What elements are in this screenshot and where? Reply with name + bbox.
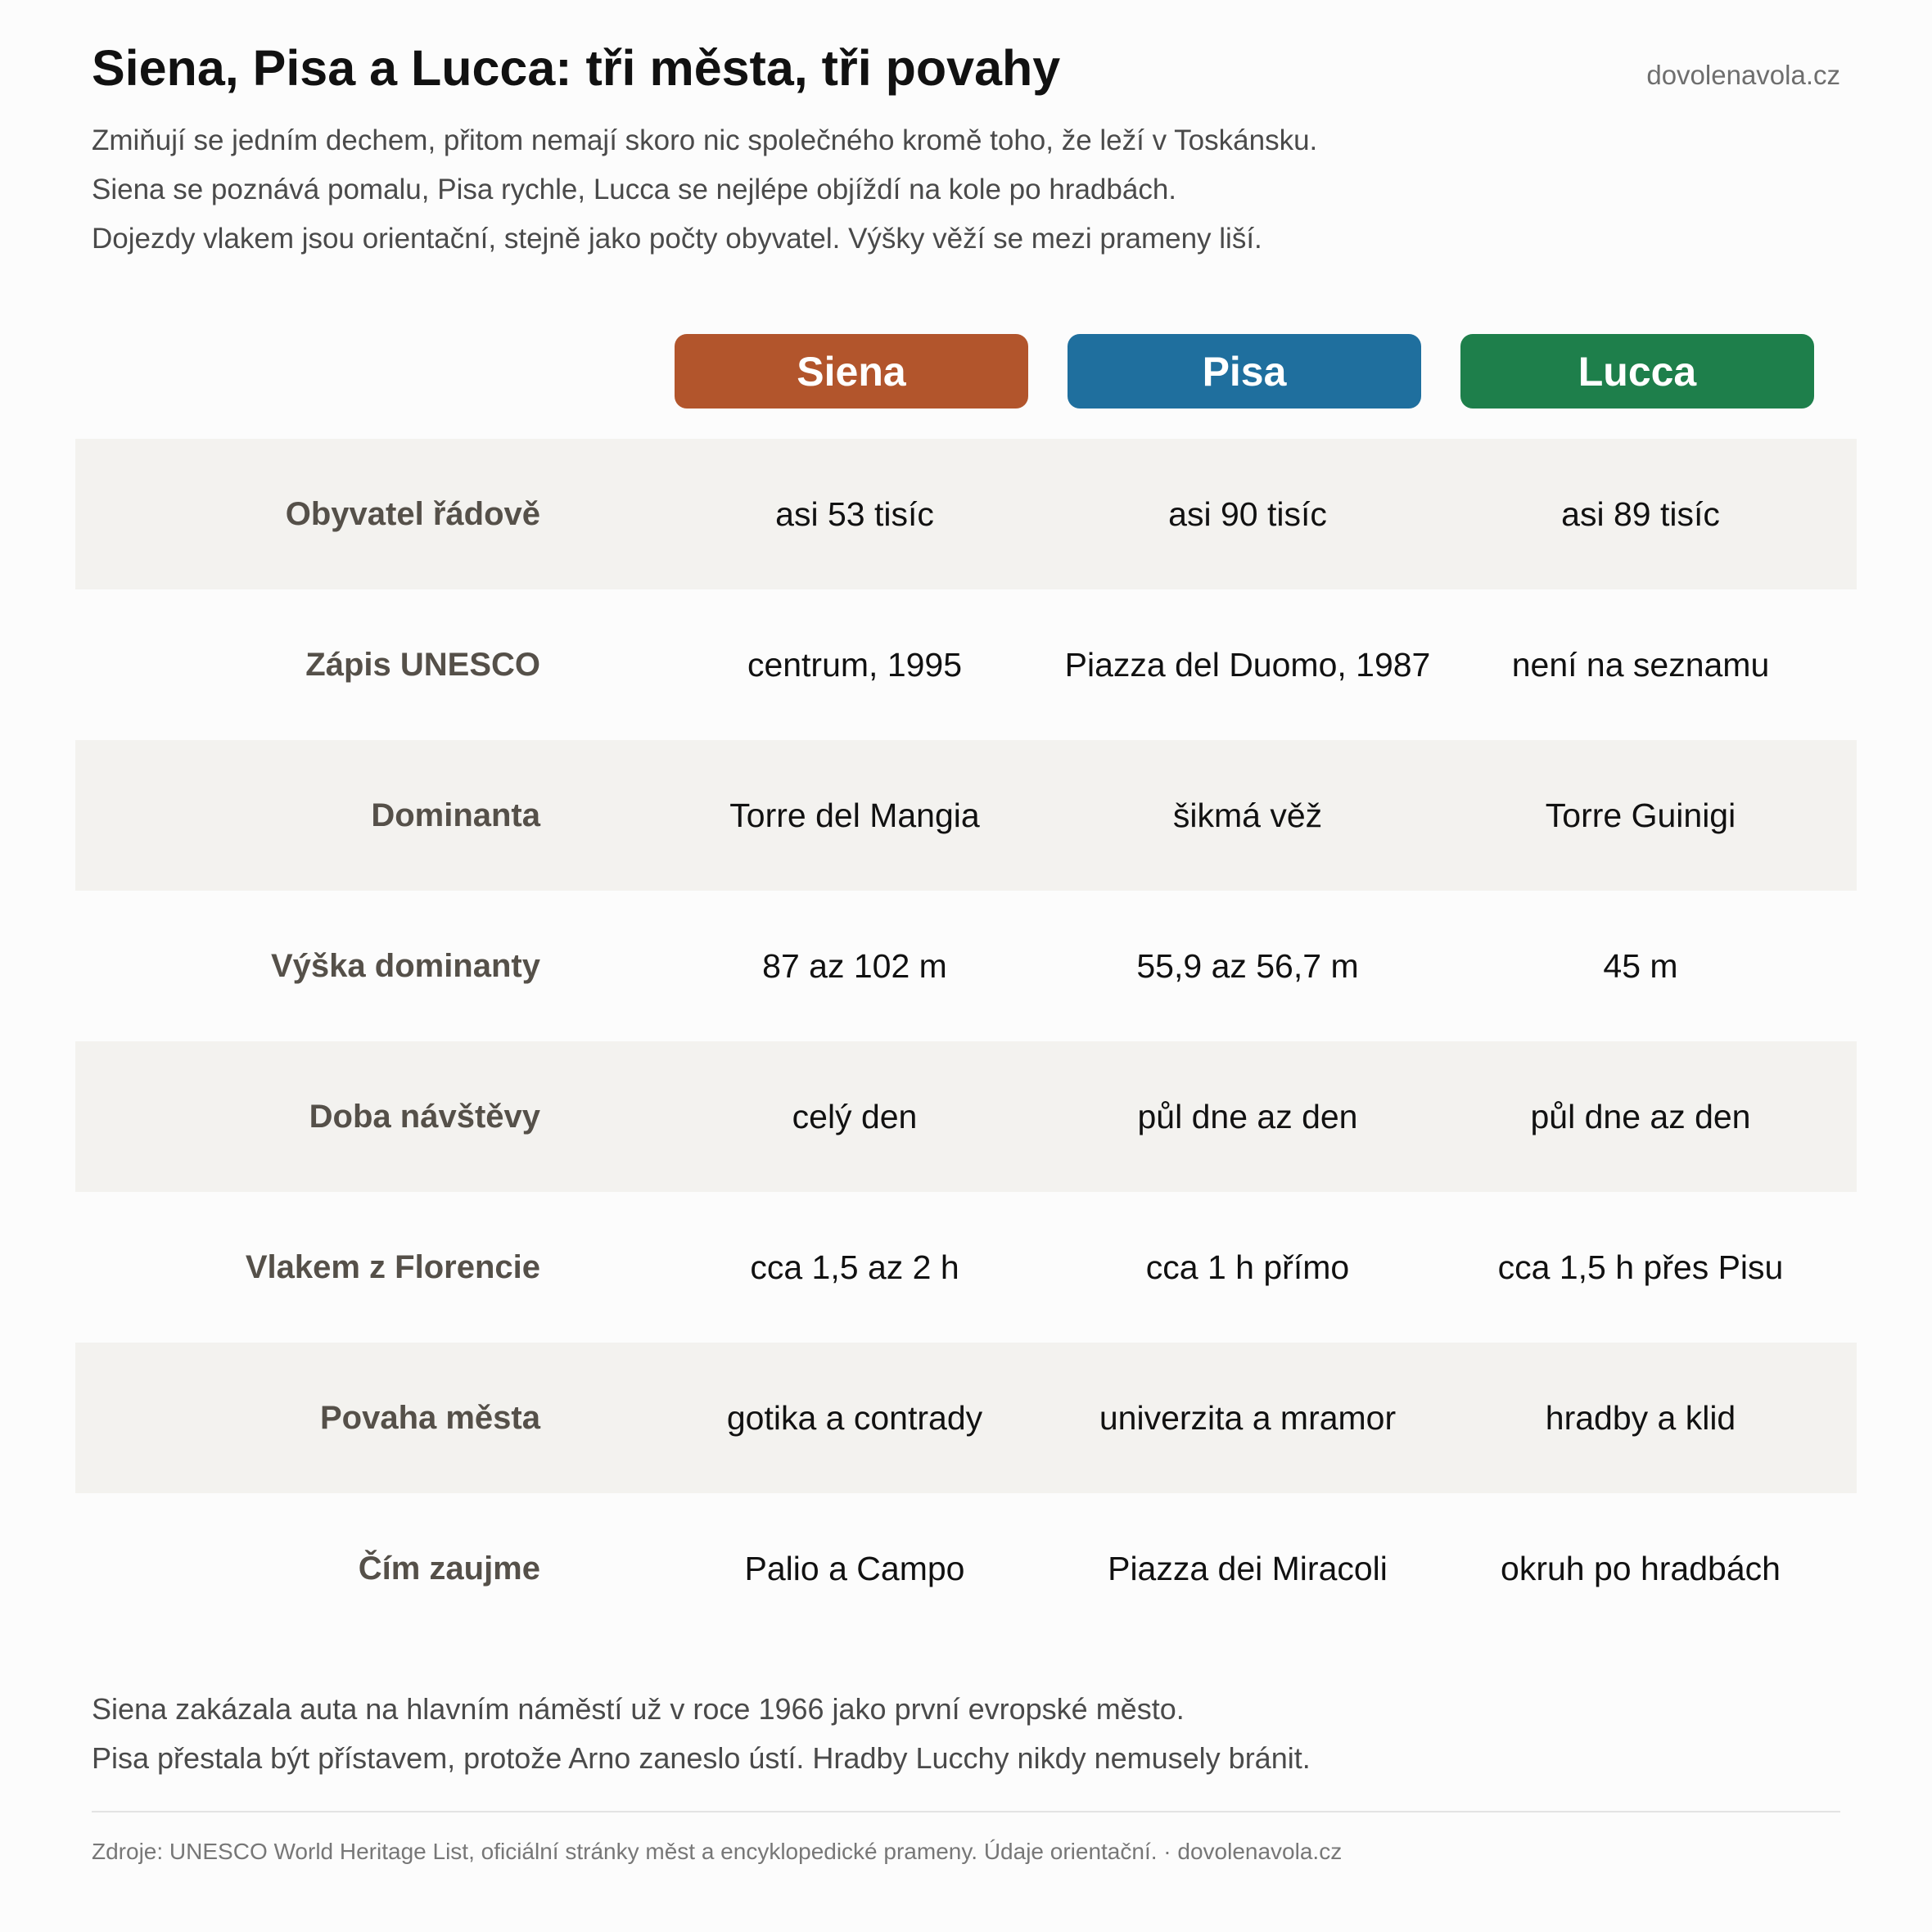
- table-cell: asi 89 tisíc: [1561, 494, 1720, 533]
- table-cell: 45 m: [1603, 946, 1678, 985]
- table-cell: asi 90 tisíc: [1168, 494, 1327, 533]
- row-label: Vlakem z Florencie: [245, 1248, 540, 1285]
- notes-text: [92, 1685, 1811, 1783]
- table-row: [75, 439, 1857, 589]
- brand-label: dovolenavola.cz: [1646, 60, 1840, 90]
- table-cell: 55,9 az 56,7 m: [1136, 946, 1359, 985]
- table-cell: okruh po hradbách: [1501, 1549, 1781, 1587]
- table-cell: cca 1,5 az 2 h: [750, 1248, 959, 1286]
- table-cell: cca 1,5 h přes Pisu: [1497, 1248, 1784, 1286]
- page-title: Siena, Pisa a Lucca: tři města, tři povahy: [92, 40, 1061, 96]
- table-cell: celý den: [792, 1097, 918, 1135]
- table-cell: půl dne az den: [1137, 1097, 1358, 1135]
- row-label: Zápis UNESCO: [305, 646, 540, 683]
- intro-line: Dojezdy vlakem jsou orientační, stejně jako počty obyvatel. Výšky věží se mezi prameny liší.: [92, 223, 1262, 255]
- note-line: Siena zakázala auta na hlavním náměstí už v roce 1966 jako první evropské město.: [92, 1692, 1185, 1726]
- table-row: [75, 1493, 1857, 1644]
- table-cell: Piazza del Duomo, 1987: [1064, 645, 1431, 684]
- footer-divider: [92, 1811, 1840, 1812]
- note-line: Pisa přestala být přístavem, protože Arno zaneslo ústí. Hradby Lucchy nikdy nemusely bránit.: [92, 1741, 1311, 1775]
- table-cell: šikmá věž: [1172, 796, 1323, 834]
- intro-text: [92, 116, 1647, 264]
- column-header-pisa: Pisa: [1068, 334, 1421, 409]
- intro-line: Zmiňují se jedním dechem, přitom nemají skoro nic společného kromě toho, že leží v Toskánsku.: [92, 124, 1318, 156]
- table-cell: hradby a klid: [1545, 1398, 1736, 1437]
- footer-sources: Zdroje: UNESCO World Heritage List, oficiální stránky měst a encyklopedické prameny. Údaje orientační. · dovolenavola.cz: [92, 1839, 1343, 1864]
- table-cell: Torre Guinigi: [1545, 796, 1736, 834]
- table-cell: Palio a Campo: [744, 1549, 965, 1587]
- row-label: Dominanta: [371, 797, 540, 833]
- row-label: Obyvatel řádově: [285, 495, 540, 532]
- row-label: Čím zaujme: [358, 1550, 540, 1587]
- table-cell: Piazza dei Miracoli: [1108, 1549, 1388, 1587]
- table-cell: není na seznamu: [1511, 645, 1770, 684]
- row-label: Povaha města: [319, 1399, 540, 1436]
- column-header-lucca: Lucca: [1460, 334, 1814, 409]
- table-cell: půl dne az den: [1530, 1097, 1751, 1135]
- table-row: [75, 740, 1857, 891]
- table-row: [75, 1343, 1857, 1493]
- intro-line: Siena se poznává pomalu, Pisa rychle, Lucca se nejlépe objíždí na kole po hradbách.: [92, 174, 1177, 205]
- table-cell: 87 az 102 m: [762, 946, 947, 985]
- column-header-siena: Siena: [675, 334, 1028, 409]
- table-cell: gotika a contrady: [726, 1398, 983, 1437]
- comparison-table: [75, 439, 1857, 1644]
- table-row: [75, 1041, 1857, 1192]
- table-cell: Torre del Mangia: [729, 796, 980, 834]
- table-row: [75, 589, 1857, 740]
- table-cell: cca 1 h přímo: [1145, 1248, 1350, 1286]
- table-cell: univerzita a mramor: [1099, 1398, 1397, 1437]
- table-row: [75, 891, 1857, 1041]
- row-label: Doba návštěvy: [309, 1098, 540, 1135]
- table-cell: asi 53 tisíc: [775, 494, 934, 533]
- row-label: Výška dominanty: [270, 947, 540, 984]
- table-cell: centrum, 1995: [747, 645, 963, 684]
- table-row: [75, 1192, 1857, 1343]
